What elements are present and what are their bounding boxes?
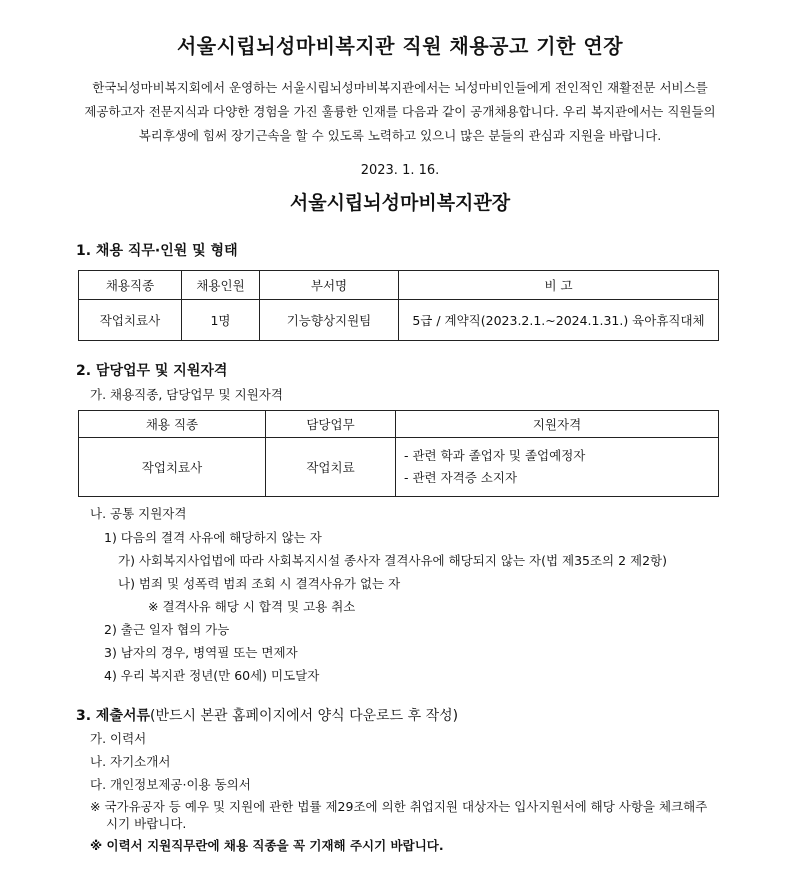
header-cell: 지원자격 [396,411,719,438]
bold-notice: ※ 이력서 지원직무란에 채용 직종을 꼭 기재해 주시기 바랍니다. [90,838,444,853]
recruitment-table [78,270,719,341]
section3-heading-note: (반드시 본관 홈페이지에서 양식 다운로드 후 작성) [150,708,459,724]
header-cell: 채용 직종 [79,411,266,438]
table-header-row [79,271,719,300]
header-cell: 부서명 [260,271,399,300]
table-row [79,300,719,341]
intro-line: 복리후생에 힘써 장기근속을 할 수 있도록 노력하고 있으니 많은 분들의 관심과 지원을 바랍니다. [138,128,662,143]
header-cell: 채용직종 [79,271,182,300]
common-item-note: ※ 결격사유 해당 시 합격 및 고용 취소 [148,599,356,614]
table-cell: 1명 [182,300,260,341]
document-item: 다. 개인정보제공·이용 동의서 [90,777,251,792]
organization-name: 서울시립뇌성마비복지관장 [289,192,511,214]
section1-heading: 1. 채용 직무·인원 및 형태 [76,243,238,259]
notice-line: ※ 국가유공자 등 예우 및 지원에 관한 법률 제29조에 의한 취업지원 대상자는 입사지원서에 해당 사항을 체크해주 [90,799,708,814]
notice-line-continued: 시기 바랍니다. [106,816,187,831]
common-item-4: 4) 우리 복지관 정년(만 60세) 미도달자 [104,668,320,683]
section3-heading [76,705,458,725]
table-cell: 기능향상지원팀 [260,300,399,341]
table-cell: 5급 / 계약직(2023.2.1.~2024.1.31.) 육아휴직대체 [399,300,719,341]
table-row [79,438,719,497]
intro-paragraph [40,76,760,148]
document-item: 나. 자기소개서 [90,754,171,769]
common-item-3: 3) 남자의 경우, 병역필 또는 면제자 [104,645,298,660]
header-cell: 채용인원 [182,271,260,300]
table-cell: 작업치료사 [79,438,266,497]
intro-line: 제공하고자 전문지식과 다양한 경험을 가진 훌륭한 인재를 다음과 같이 공개채용합니다. 우리 복지관에서는 직원들의 [84,104,716,119]
section2-heading: 2. 담당업무 및 지원자격 [76,363,228,379]
common-item-1a: 가) 사회복지사업법에 따라 사회복지시설 종사자 결격사유에 해당되지 않는 자(법 제35조의 2 제2항) [118,553,668,568]
common-item-1: 1) 다음의 결격 사유에 해당하지 않는 자 [104,530,322,545]
common-item-1b: 나) 범죄 및 성폭력 범죄 조회 시 결격사유가 없는 자 [118,576,401,591]
document-item: 가. 이력서 [90,731,147,746]
section2-sub-b: 나. 공통 지원자격 [90,506,187,521]
qualification-table [78,410,719,497]
common-item-2: 2) 출근 일자 협의 가능 [104,622,230,637]
qualification-item: - 관련 자격증 소지자 [404,470,518,485]
page-title: 서울시립뇌성마비복지관 직원 채용공고 기한 연장 [176,34,624,58]
table-cell: 작업치료 [266,438,396,497]
section2-sub-a: 가. 채용직종, 담당업무 및 지원자격 [90,387,283,402]
table-header-row [79,411,719,438]
intro-line: 한국뇌성마비복지회에서 운영하는 서울시립뇌성마비복지관에서는 뇌성마비인들에게 전인적인 재활전문 서비스를 [92,80,708,95]
table-cell: 작업치료사 [79,300,182,341]
header-cell: 비 고 [399,271,719,300]
header-cell: 담당업무 [266,411,396,438]
qualification-cell [396,438,719,497]
section3-heading-title: 3. 제출서류 [76,708,151,724]
qualification-item: - 관련 학과 졸업자 및 졸업예정자 [404,448,586,463]
announcement-date: 2023. 1. 16. [360,163,440,178]
